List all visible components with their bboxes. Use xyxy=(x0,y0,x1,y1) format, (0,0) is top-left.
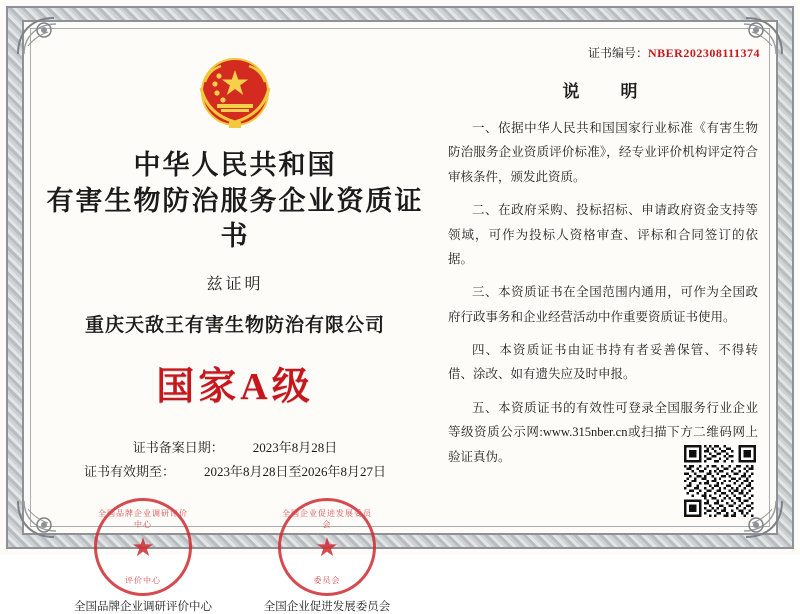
notice-item: 二、在政府采购、投标招标、申请政府资金支持等领域，可作为投标人资格审查、评标和合同签订的依据。 xyxy=(448,203,758,266)
certificate-number xyxy=(448,44,764,61)
notice-item: 一、依据中华人民共和国国家行业标准《有害生物防治服务企业资质评价标准》，经专业评价机构评定符合审核条件，颁发此资质。 xyxy=(448,121,758,184)
seal-ring-text-bottom-2: 委员会 xyxy=(313,575,341,585)
certificate-number-value: NBER202308111374 xyxy=(647,46,760,60)
seal-ring-text-top-2: 全国企业促进发展委员会 xyxy=(282,508,372,529)
seal-caption-2: 全国企业促进发展委员会 xyxy=(263,600,391,613)
seal-ring-text-bottom-1: 评价中心 xyxy=(125,575,161,585)
record-date-row xyxy=(36,436,434,460)
verification-qr-code xyxy=(684,445,756,517)
seal-group xyxy=(36,498,434,614)
certificate-number-label: 证书编号： xyxy=(587,46,648,60)
certificate-content xyxy=(36,34,764,613)
valid-date-label: 证书有效期至： xyxy=(83,463,175,479)
date-block xyxy=(36,436,434,484)
valid-date-row xyxy=(36,460,434,484)
valid-date-value: 2023年8月28日至2026年8月27日 xyxy=(203,463,386,479)
record-date-label: 证书备案日期： xyxy=(132,439,224,455)
official-seal-icon-1 xyxy=(94,498,192,596)
title-line-1: 中华人民共和国 xyxy=(133,150,337,180)
notice-item: 三、本资质证书在全国范围内通用，可作为全国政府行政事务和企业经营活动中作重要资质证书使用。 xyxy=(448,285,758,324)
notice-title: 说 明 xyxy=(562,82,650,101)
official-seal-icon-2 xyxy=(278,498,376,596)
certificate-notice-panel xyxy=(434,34,764,521)
seal-star-icon-2: ★ xyxy=(315,531,339,562)
seal-caption-1: 全国品牌企业调研评价中心 xyxy=(74,600,212,613)
national-emblem-icon xyxy=(181,48,289,144)
seal-ring-text-top-1: 全国品牌企业调研评价中心 xyxy=(98,508,188,529)
page-title xyxy=(36,148,434,255)
notice-item: 五、本资质证书的有效性可登录全国服务行业企业等级资质公示网:www.315nber.cn或扫描下方二维码网上验证真伪。 xyxy=(448,400,758,464)
grade-badge: 国家A级 xyxy=(156,365,314,408)
title-line-2: 有害生物防治服务企业资质证书 xyxy=(46,185,424,252)
notice-item: 四、本资质证书由证书持有者妥善保管、不得转借、涂改、如有遗失应及时申报。 xyxy=(448,343,758,382)
certificate-main-panel xyxy=(36,34,434,613)
attestation-label: 兹证明 xyxy=(206,275,264,293)
seal-block-2 xyxy=(252,498,402,614)
company-name: 重庆天敌王有害生物防治有限公司 xyxy=(84,314,385,336)
notice-list xyxy=(448,116,764,469)
seal-star-icon-1: ★ xyxy=(131,531,155,562)
record-date-value: 2023年8月28日 xyxy=(252,439,338,455)
seal-block-1 xyxy=(68,498,218,614)
